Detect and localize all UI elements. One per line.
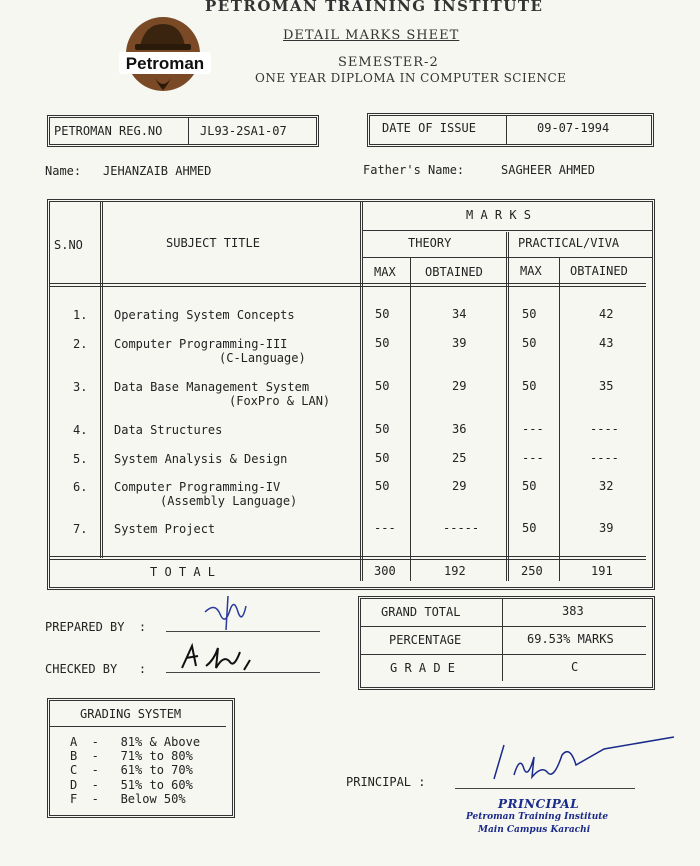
row-subject: Computer Programming-III [114, 337, 288, 351]
percentage-label: PERCENTAGE [389, 633, 462, 647]
row-subject: Data Base Management System [114, 380, 310, 394]
grade-scale-line: D - 51% to 60% [70, 778, 193, 792]
row-theory-obtained: 25 [452, 451, 467, 465]
row-sno: 2. [73, 337, 88, 351]
row-practical-max: 50 [522, 379, 537, 393]
grading-system-box [47, 698, 235, 818]
principal-label: PRINCIPAL : [346, 775, 426, 789]
theory-max-header: MAX [374, 265, 396, 279]
row-theory-obtained: 36 [452, 422, 467, 436]
principal-stamp-institute: Petroman Training Institute [466, 812, 609, 822]
row-theory-max: 50 [375, 307, 390, 321]
row-theory-max: --- [374, 521, 396, 535]
row-practical-max: 50 [522, 307, 537, 321]
petroman-logo [115, 16, 215, 94]
practical-obtained-header: OBTAINED [570, 264, 628, 278]
row-subject: Data Structures [114, 423, 223, 437]
row-practical-max: 50 [522, 521, 537, 535]
total-label: T O T A L [150, 565, 216, 579]
prepared-signature [200, 592, 260, 638]
row-practical-obtained: 35 [599, 379, 614, 393]
principal-stamp-campus: Main Campus Karachi [478, 825, 591, 835]
total-practical-max: 250 [521, 564, 543, 578]
row-theory-max: 50 [375, 379, 390, 393]
grade-scale-line: C - 61% to 70% [70, 763, 193, 777]
diploma-label: ONE YEAR DIPLOMA IN COMPUTER SCIENCE [255, 71, 567, 85]
theory-header: THEORY [408, 236, 452, 250]
row-practical-max: --- [522, 451, 544, 465]
grade-value: C [571, 660, 579, 674]
row-sno: 5. [73, 452, 88, 466]
row-practical-obtained: 42 [599, 307, 614, 321]
grading-system-title: GRADING SYSTEM [80, 707, 182, 721]
row-theory-obtained: ----- [443, 521, 480, 535]
father-name-label: Father's Name: [363, 163, 465, 177]
row-subject: Operating System Concepts [114, 308, 295, 322]
grand-total-value: 383 [562, 604, 584, 618]
date-of-issue-label: DATE OF ISSUE [382, 121, 476, 135]
row-theory-obtained: 34 [452, 307, 467, 321]
practical-max-header: MAX [520, 264, 542, 278]
checked-by-label: CHECKED BY : [45, 662, 147, 676]
row-theory-obtained: 29 [452, 479, 467, 493]
row-practical-obtained: ---- [590, 422, 619, 436]
row-practical-max: --- [522, 422, 544, 436]
date-of-issue-value: 09-07-1994 [537, 121, 610, 135]
grand-total-box [358, 596, 655, 690]
row-practical-max: 50 [522, 336, 537, 350]
row-practical-obtained: 43 [599, 336, 614, 350]
row-theory-max: 50 [375, 336, 390, 350]
date-of-issue-box [367, 113, 654, 147]
student-name: JEHANZAIB AHMED [103, 164, 212, 178]
row-theory-obtained: 29 [452, 379, 467, 393]
semester-label: SEMESTER-2 [338, 55, 439, 70]
row-subject: Computer Programming-IV [114, 480, 281, 494]
sno-header: S.NO [54, 238, 83, 252]
row-practical-max: 50 [522, 479, 537, 493]
svg-text:Petroman: Petroman [125, 54, 205, 73]
grand-total-label: GRAND TOTAL [381, 605, 461, 619]
father-name: SAGHEER AHMED [501, 163, 595, 177]
theory-obtained-header: OBTAINED [425, 265, 483, 279]
row-theory-obtained: 39 [452, 336, 467, 350]
row-theory-max: 50 [375, 479, 390, 493]
grade-scale-line: A - 81% & Above [70, 735, 201, 749]
percentage-value: 69.53% MARKS [527, 632, 614, 646]
sheet-title: DETAIL MARKS SHEET [283, 28, 460, 43]
row-sno: 4. [73, 423, 88, 437]
checked-signature [178, 640, 258, 678]
total-practical-obtained: 191 [591, 564, 613, 578]
reg-no-label: PETROMAN REG.NO [54, 124, 163, 138]
row-subject-detail: (Assembly Language) [160, 494, 298, 508]
row-practical-obtained: ---- [590, 451, 619, 465]
subject-header: SUBJECT TITLE [166, 236, 260, 250]
marks-table [47, 199, 655, 590]
row-practical-obtained: 32 [599, 479, 614, 493]
row-sno: 7. [73, 522, 88, 536]
prepared-by-label: PREPARED BY : [45, 620, 147, 634]
row-sno: 1. [73, 308, 88, 322]
row-theory-max: 50 [375, 422, 390, 436]
row-theory-max: 50 [375, 451, 390, 465]
grade-scale-line: F - Below 50% [70, 792, 186, 806]
total-theory-obtained: 192 [444, 564, 466, 578]
row-subject-detail: (C-Language) [219, 351, 306, 365]
total-theory-max: 300 [374, 564, 396, 578]
row-sno: 3. [73, 380, 88, 394]
row-sno: 6. [73, 480, 88, 494]
grade-scale-line: B - 71% to 80% [70, 749, 193, 763]
grade-label: G R A D E [390, 661, 456, 675]
row-subject-detail: (FoxPro & LAN) [229, 394, 331, 408]
principal-stamp-title: PRINCIPAL [498, 797, 580, 811]
row-subject: System Project [114, 522, 216, 536]
institute-title: PETROMAN TRAINING INSTITUTE [205, 0, 544, 15]
name-label: Name: [45, 164, 82, 178]
reg-no-value: JL93-2SA1-07 [200, 124, 287, 138]
row-practical-obtained: 39 [599, 521, 614, 535]
marks-header: M A R K S [466, 208, 532, 222]
row-subject: System Analysis & Design [114, 452, 288, 466]
reg-no-box [47, 115, 319, 147]
principal-signature [484, 735, 684, 789]
practical-header: PRACTICAL/VIVA [518, 236, 620, 250]
